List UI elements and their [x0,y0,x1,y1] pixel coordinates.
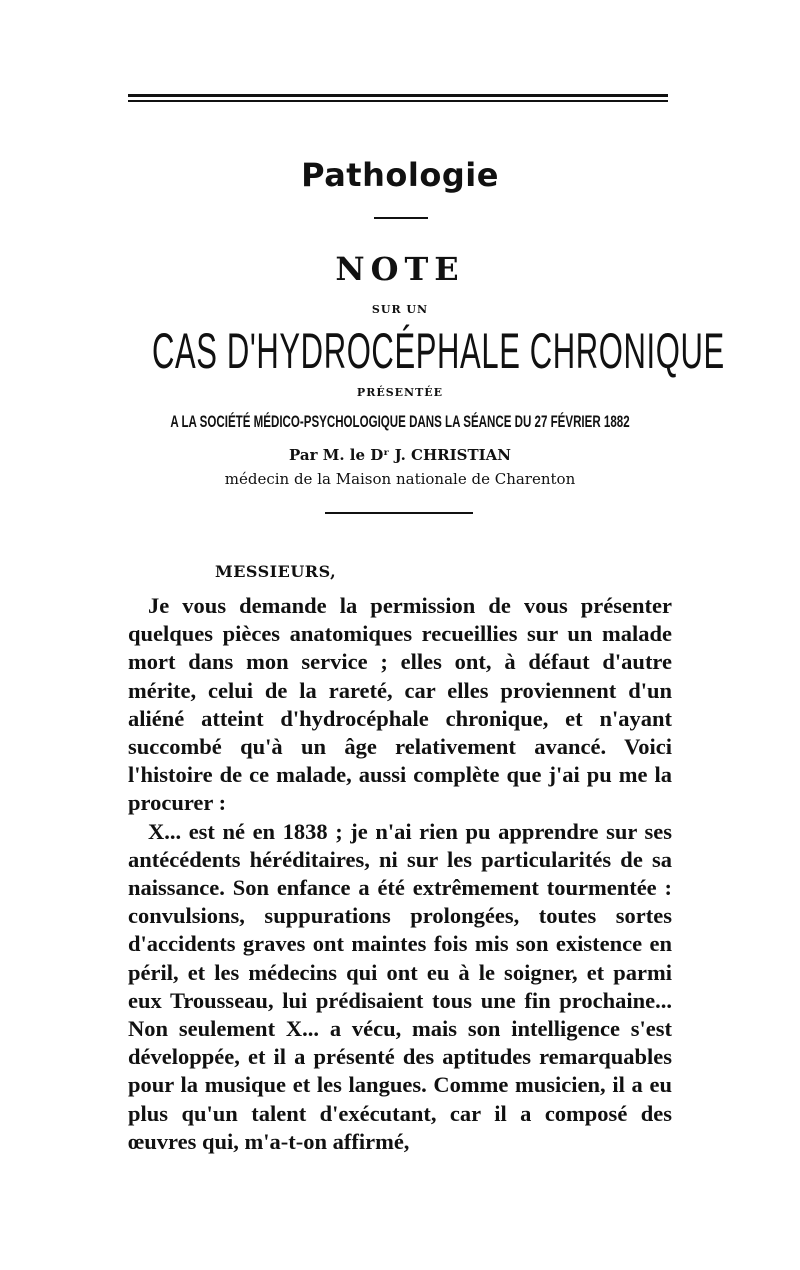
salutation: MESSIEURS, [215,562,337,581]
body-text [128,592,672,1156]
header-divider [325,512,473,514]
presentee-label: PRÉSENTÉE [356,386,444,399]
note-title: NOTE [335,250,465,288]
top-rule [128,94,668,97]
title-divider [374,217,428,219]
top-rule-secondary [128,100,668,102]
section-title: Pathologie [301,156,499,194]
case-title: CAS D'HYDROCÉPHALE CHRONIQUE [152,323,725,379]
paragraph-2: X... est né en 1838 ; je n'ai rien pu apprendre sur ses antécédents héréditaires, ni sur les particularités de sa naissance. Son enfance a été extrêmement tourmentée : convulsions, suppurations prolongées, toutes sortes d'accidents graves ont maintes fois mis son existence en péril, et les médecins qui ont eu à le soigner, et parmi eux Trousseau, lui prédisaient tous une fin prochaine... Non seulement X... a vécu, mais son intelligence s'est développée, et il a présenté des aptitudes remarquables pour la musique et les langues. Comme musicien, il a eu plus qu'un talent d'exécutant, car il a composé des œuvres qui, m'a-t-on affirmé, [128,818,672,1154]
author-line: Par M. le Dʳ J. CHRISTIAN [289,446,511,464]
paragraph-1: Je vous demande la permission de vous présenter quelques pièces anatomiques recueillies sur un malade mort dans mon service ; elles ont, à défaut d'autre mérite, celui de la rareté, car elles proviennent d'un aliéné atteint d'hydrocéphale chronique, et n'ayant succombé qu'à un âge relativement avancé. Voici l'histoire de ce malade, aussi complète que j'ai pu me la procurer : [128,593,672,816]
author-role: médecin de la Maison nationale de Charenton [224,470,576,488]
sur-un-label: SUR UN [371,303,429,316]
society-line: A LA SOCIÉTÉ MÉDICO-PSYCHOLOGIQUE DANS LA SÉANCE DU 27 FÉVRIER 1882 [170,412,630,431]
